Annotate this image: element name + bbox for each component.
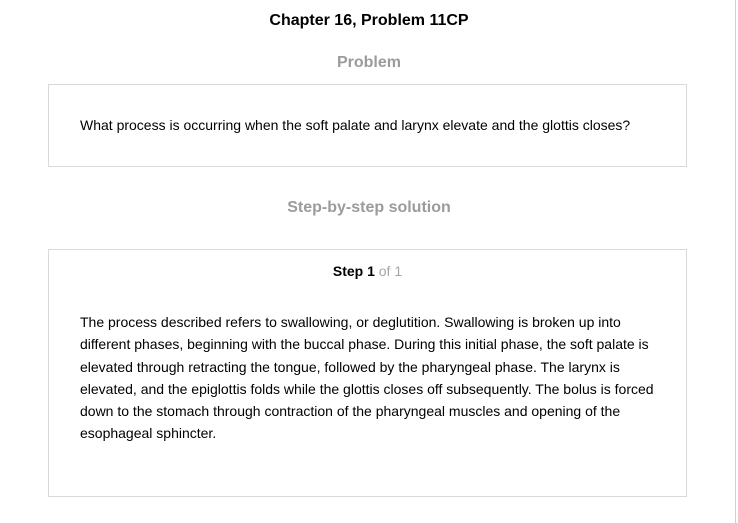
- problem-box: [48, 84, 687, 167]
- step-total: of 1: [378, 263, 403, 279]
- page-edge-divider: [735, 0, 736, 523]
- page-title: Chapter 16, Problem 11CP: [269, 12, 469, 29]
- solution-heading: Step-by-step solution: [287, 199, 451, 216]
- step-solution-text: The process described refers to swallowing, or deglutition. Swallowing is broken up into different phases, beginning with the buccal phase. During this initial phase, the soft palate is elevated through retracting the tongue, followed by the pharyngeal phase. The larynx is elevated, and the epiglottis folds while the glottis closes off subsequently. The bolus is forced down to the stomach through contraction of the pharyngeal muscles and opening of the esophageal sphincter.: [80, 314, 654, 442]
- problem-text: What process is occurring when the soft palate and larynx elevate and the glottis closes?: [80, 117, 631, 133]
- step-indicator: [49, 262, 686, 280]
- step-box: [48, 249, 687, 497]
- problem-heading: Problem: [336, 54, 401, 71]
- step-number: Step 1: [332, 263, 375, 279]
